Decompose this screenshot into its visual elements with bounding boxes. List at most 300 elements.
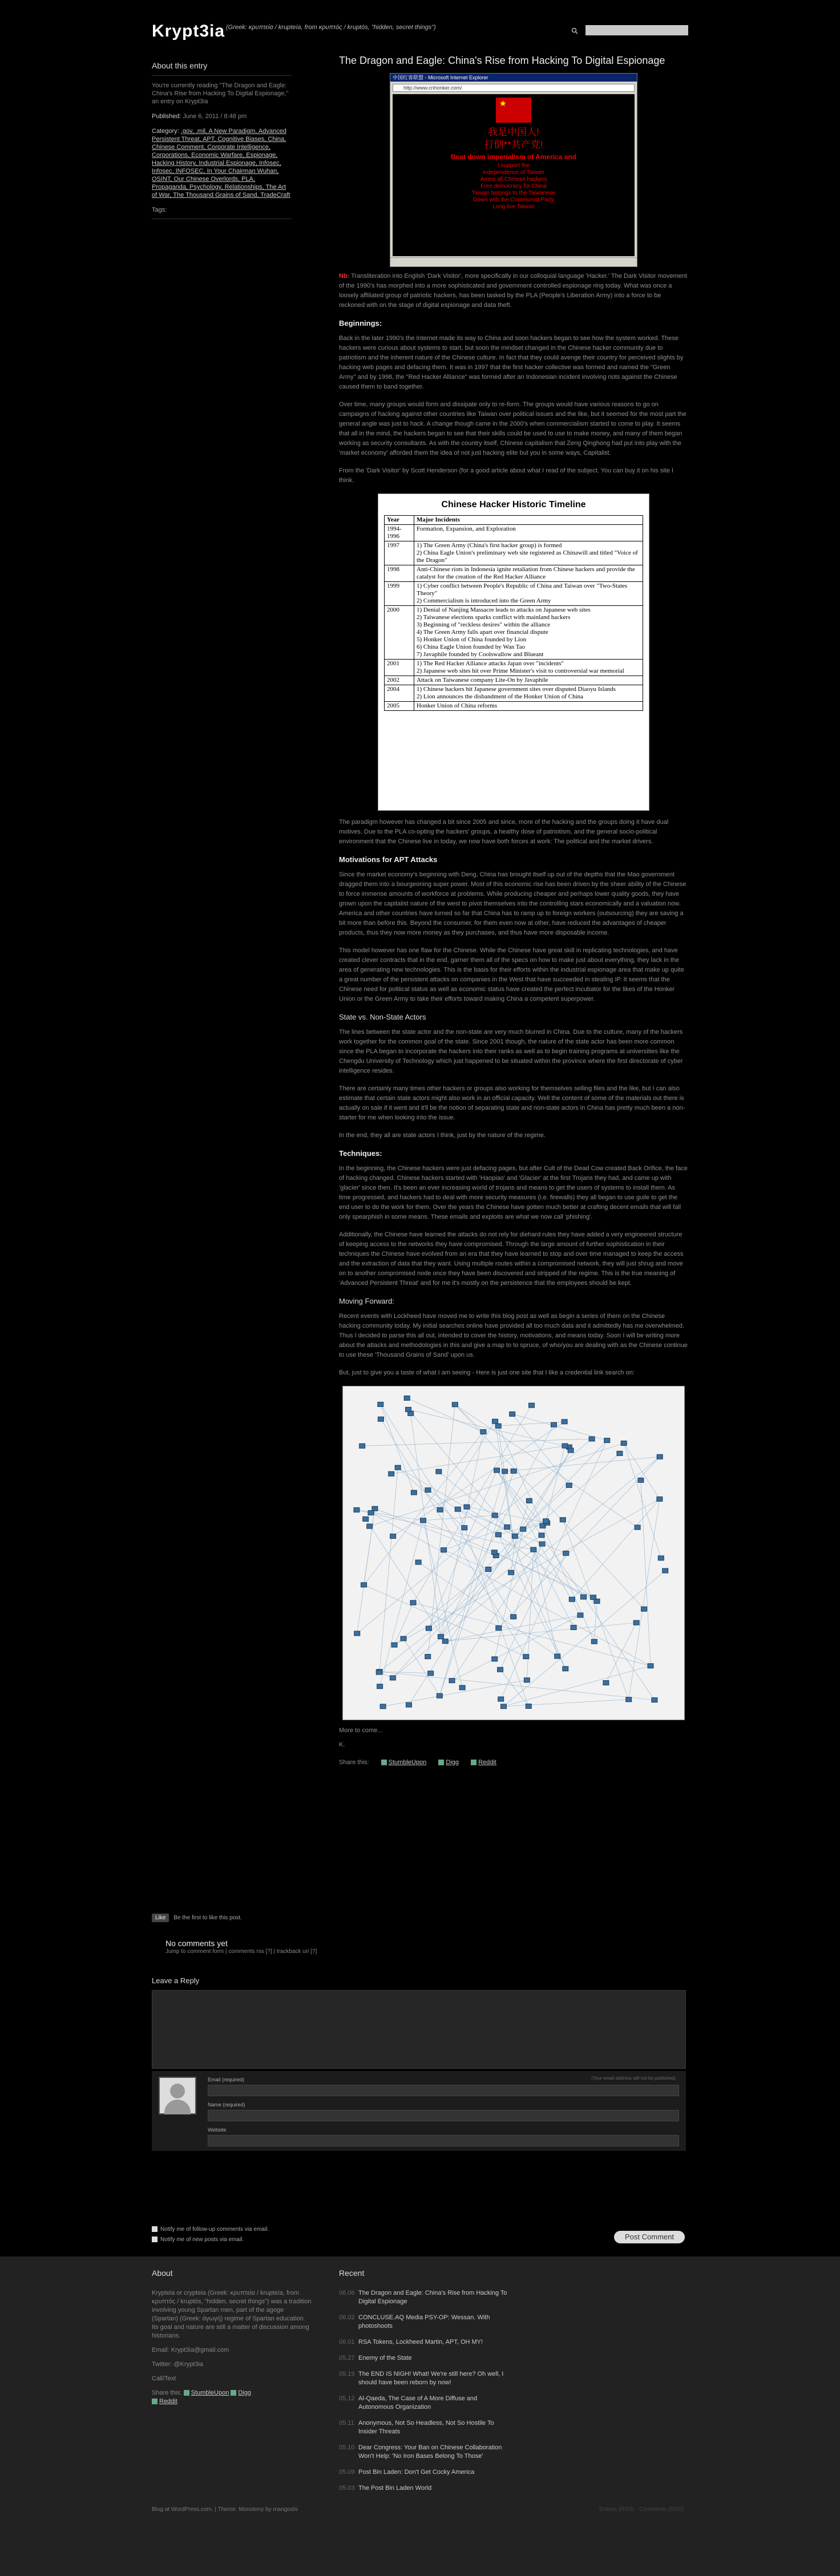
graph-node — [425, 1654, 431, 1659]
category-meta — [152, 127, 292, 199]
defacement-line: independence of Taiwan — [483, 169, 544, 176]
graph-node — [452, 1402, 458, 1407]
graph-node — [492, 1513, 498, 1518]
sidebar-heading: About this entry — [152, 62, 292, 76]
graph-node — [539, 1533, 544, 1538]
footer-about — [152, 2269, 312, 2412]
recent-date: 05.12 — [339, 2395, 355, 2402]
timeline-year: 1998 — [385, 565, 414, 582]
leave-reply-heading: Leave a Reply — [152, 1976, 200, 1985]
graph-node — [395, 1465, 401, 1470]
graph-node — [415, 1560, 421, 1564]
heading-techniques: Techniques: — [339, 1149, 382, 1158]
graph-node — [526, 1498, 532, 1503]
defacement-line: Down with the Communist Party — [472, 197, 555, 203]
network-graph — [343, 1386, 685, 1720]
graph-node — [437, 1693, 442, 1698]
graph-node — [617, 1451, 623, 1455]
graph-edge — [379, 1672, 655, 1700]
heading-motivations: Motivations for APT Attacks — [339, 855, 438, 864]
published-date: June 6, 2011 / 8:48 pm — [183, 113, 247, 120]
graph-node — [363, 1517, 369, 1521]
share-link[interactable]: StumbleUpon — [191, 2389, 229, 2396]
timeline-header: Year — [385, 516, 414, 525]
recent-item[interactable] — [339, 2444, 510, 2461]
graph-edge — [444, 1550, 488, 1570]
graph-edge — [501, 1553, 566, 1699]
category-label: Category: — [152, 128, 179, 135]
graph-node — [480, 1430, 486, 1434]
paragraph: In the end, they all are state actors I think, just by the nature of the regime. — [339, 1132, 546, 1139]
graph-node — [641, 1607, 647, 1611]
no-comments: No comments yet — [165, 1939, 228, 1948]
reddit-icon — [471, 1760, 476, 1765]
paragraph: From the 'Dark Visitor' by Scott Henderson (for a good article about what I read of the subject. You can buy it on his site I think. — [339, 467, 674, 484]
recent-title[interactable]: The Post Bin Laden World — [358, 2485, 432, 2492]
graph-edge — [418, 1562, 558, 1656]
search-input[interactable] — [585, 25, 688, 35]
recent-title[interactable]: Post Bin Laden: Don't Get Cocky America — [358, 2469, 475, 2476]
graph-node — [560, 1518, 566, 1522]
share-bar — [339, 1758, 688, 1768]
timeline-incidents: Honker Union of China reforms — [414, 702, 643, 711]
cn-line-2: 打倒**共产党! — [484, 139, 543, 150]
sidebar — [152, 62, 292, 219]
timeline-year: 1994-1996 — [385, 525, 414, 541]
about-twitter[interactable]: Twitter: @Krypt3ia — [152, 2361, 204, 2368]
paragraph: In the beginning, the Chinese hackers were just defacing pages, but after Cult of the Dead Cow created Back Orifice, the face of hacking changed. Chinese hackers started with 'Haopiao' and 'Glacier' at the first Trojans they had, and came up with 'glacier' since then. It's been an ever increasing world of trojans and means to get the users of systems to install them. As time progressed, and hackers had to deal with more security measures (i.e. firewalls) they all began to use guile to get the end user to do the work for them. Over the years the Chinese have gotten much better at crafting decent emails that will fall only spearphish in some means. These emails and exploits are what we now call 'phishing'. — [339, 1165, 688, 1220]
share-digg[interactable] — [438, 1759, 459, 1766]
share-link[interactable]: Digg — [446, 1759, 459, 1766]
site-tagline: (Greek: κρυπτεία / krupteía, from κρυπτός / kruptós, "hidden, secret things") — [226, 24, 436, 31]
graph-node — [510, 1412, 515, 1416]
about-text: Krypteia or crypteia (Greek: κρυπτεία / krupteía, from κρυπτός / kruptós, "hidden, secret things") was a tradition involving young Spartan men, part of the agoge (Spartan) (Greek: ἀγωγή) regime of Spartan education. Its goal and nature are still a matter of discussion among historians. — [152, 2290, 312, 2339]
footer — [0, 2256, 840, 2576]
graph-edge — [514, 1546, 583, 1597]
graph-node — [354, 1507, 360, 1512]
cn-line-1: 我是中国人! — [488, 127, 539, 138]
recent-title[interactable]: Dear Congress: Your Ban on Chinese Collaboration Won't Help: 'No Iron Bases Belong To Those' — [358, 2444, 502, 2460]
graph-node — [438, 1635, 443, 1639]
share-link[interactable]: Digg — [238, 2389, 251, 2396]
paragraph: The lines between the state actor and the non-state are very much blurred in China. Due to the culture, many of the hackers work together for the common goal of the state. Since 2001 though, the nature of the state actor has been more common since the PLA began to incorporate the hackers into their ranks as well as to begin training programs at universities like the Chengdu University of Technology which just happened to be situated within the province where the first directorate of cyber intelligence resides. — [339, 1029, 683, 1074]
status-bar — [390, 257, 637, 266]
graph-node — [663, 1568, 668, 1573]
checkbox-label: Notify me of new posts via email. — [160, 2237, 244, 2243]
caption-lead: Nb: — [339, 273, 350, 280]
graph-edge — [429, 1470, 496, 1628]
signoff: K. — [339, 1741, 345, 1748]
more-to-come: More to come... — [339, 1727, 383, 1734]
timeline-year: 2004 — [385, 685, 414, 702]
share-label: Share this: — [339, 1759, 369, 1766]
graph-node — [604, 1438, 610, 1443]
notify-comments[interactable] — [152, 2226, 269, 2233]
graph-edge — [383, 1680, 527, 1706]
graph-node — [563, 1667, 568, 1671]
email-field[interactable] — [208, 2085, 679, 2096]
graph-node — [360, 1443, 365, 1448]
graph-edge — [366, 1519, 446, 1641]
timeline-incidents: Formation, Expansion, and Exploration — [414, 525, 643, 541]
stumbleupon-icon — [381, 1760, 387, 1765]
comment-form — [152, 2071, 686, 2151]
timeline-incidents: 1) The Red Hacker Alliance attacks Japan over "incidents" 2) Japanese web sites hit over Prime Minister's visit to controversial war memorial — [414, 660, 643, 676]
recent-title[interactable]: Enemy of the State — [358, 2355, 412, 2361]
graph-node — [520, 1527, 526, 1531]
graph-node — [495, 1424, 501, 1428]
timeline-table — [378, 494, 649, 811]
graph-edge — [641, 1480, 651, 1665]
recent-item[interactable] — [339, 2484, 510, 2493]
share-stumbleupon[interactable] — [381, 1759, 427, 1766]
timeline-year: 2002 — [385, 676, 414, 685]
digg-icon — [438, 1760, 444, 1765]
graph-node — [511, 1615, 516, 1619]
heading-beginnings: Beginnings: — [339, 319, 382, 327]
paragraph: Since the market economy's beginning with Deng, China has brought itself up out of the depths that the Mao government dragged them into a bourgeoning super power. Most of this economic rise has been driven by the sheer ability of the Chinese to force immense amounts of workforce at problems. While producing cheaper and perhaps lower quality goods, they have grown upon the capitalist nature of the west to pivot themselves into the controlling stars economically and a valuation now. America and other countries have turned so far that China has to ramp up to foreign workers (outsourcing) they are saving a bit more than before this. Beyond the consumer, for them even now at other, have reduced the advantages of cheaper products, thus they now more money as they purchases, and thus have more disposable income. — [339, 871, 686, 936]
footer-recent-heading: Recent — [339, 2268, 365, 2278]
graph-node — [569, 1597, 575, 1602]
recent-item[interactable] — [339, 2338, 510, 2347]
recent-date: 05.09 — [339, 2469, 355, 2476]
graph-edge — [624, 1443, 660, 1499]
graph-edge — [379, 1467, 398, 1672]
share-link[interactable]: Reddit — [159, 2398, 177, 2405]
graph-node — [391, 1643, 397, 1647]
graph-node — [498, 1667, 503, 1672]
graph-node — [633, 1620, 639, 1625]
recent-date: 06.02 — [339, 2314, 355, 2321]
graph-node — [621, 1441, 627, 1446]
recent-item[interactable] — [339, 2468, 510, 2477]
graph-node — [486, 1567, 491, 1571]
paragraph: But, just to give you a taste of what I am seeing - Here is just one site that I like a credential link search on: — [339, 1369, 635, 1376]
graph-node — [500, 1704, 506, 1709]
footer-credit[interactable]: Blog at WordPress.com. | Theme: Monotony by mangoshi — [152, 2506, 298, 2513]
graph-node — [442, 1639, 448, 1644]
graph-node — [603, 1680, 609, 1685]
defacement-line: Long live Taiwan — [492, 204, 535, 210]
graph-node — [437, 1507, 443, 1512]
graph-node — [658, 1556, 664, 1560]
name-field[interactable] — [208, 2110, 679, 2121]
graph-edge — [505, 1457, 660, 1471]
graph-node — [376, 1670, 382, 1675]
graph-node — [591, 1639, 597, 1644]
graph-node — [378, 1402, 383, 1406]
tags-label: Tags: — [152, 206, 292, 219]
recent-title[interactable]: The Dragon and Eagle: China's Rise from Hacking To Digital Espionage — [358, 2290, 507, 2305]
graph-node — [511, 1469, 516, 1473]
graph-node — [425, 1488, 431, 1493]
paragraph: There are certainly many times other hackers or groups also working for themselves selling files and the like, but I can also estimate that certain state actors might also work in an official capacity. Well the content of some of the materials out there is actually on sale if it went and it'll be the notion of separating state and non-state actors in China has pretty much been a non-starter for me when looking into the issue. — [339, 1085, 685, 1121]
graph-node — [464, 1505, 470, 1509]
caption-text: Transliteration into English 'Dark Visitor', more specifically in our colloquial language 'Hacker.' The Dark Visitor movement of the 1990's has morphed into a more sophisticated and government controlled espionage ring today. What was once a loosely affiliated group of patriotic hackers, has been tasked by the PLA (People's Liberation Army) into a force to be reckoned with on the stage of digital espionage and data theft. — [339, 273, 687, 309]
category-links[interactable]: .gov, .mil, A New Paradigm, Advanced Persistent Threat, APT, Cognitive Biases, China, Chinese Comment, Corporate Intelligence, Corporations, Economic Warfare, Espionage, Hacking History, Industrial Espionage, Infosec, Infosec, INFOSEC, In Your Chairman Wuhan, OSINT, Our Chinese Overlords, PLA, Propaganda, Psychology, Relationships, The Art of War, The Thousand Grains of Sand, TradeCraft — [152, 128, 290, 199]
graph-edge — [444, 1527, 507, 1550]
recent-item[interactable] — [339, 2354, 510, 2363]
paragraph: The paradigm however has changed a bit since 2005 and since, more of the hacking and the groups doing it have dual motives. Due to the PLA co-opting the hackers' groups, a healthy dose of patriotism, and the general socio-political environment that the Chinese live in today, we now have both forces at work: The political and the market drivers. — [339, 819, 669, 845]
graph-node — [411, 1490, 417, 1495]
heading-state: State vs. Non-State Actors — [339, 1013, 426, 1021]
timeline-year: 2005 — [385, 702, 414, 711]
graph-edge — [594, 1601, 597, 1641]
defacement-headline: Beat down imperialism of America and — [450, 153, 577, 161]
graph-node — [539, 1542, 545, 1546]
graph-node — [405, 1407, 411, 1412]
graph-node — [638, 1478, 644, 1482]
graph-node — [635, 1525, 640, 1530]
recent-item[interactable] — [339, 2370, 510, 2387]
timeline-incidents: 1) The Green Army (China's first hacker group) is formed 2) China Eagle Union's preliminary web site registered as Chinawill and titled "Voice of the Dragon" — [414, 541, 643, 565]
graph-edge — [503, 1700, 628, 1706]
reddit-icon — [152, 2399, 158, 2404]
graph-edge — [452, 1615, 580, 1681]
timeline-year: 1999 — [385, 582, 414, 606]
recent-item[interactable] — [339, 2289, 510, 2306]
site-title[interactable]: Krypt3ia — [152, 22, 225, 41]
timeline-header: Major Incidents — [414, 516, 643, 525]
recent-title[interactable]: RSA Tokens, Lockheed Martin, APT, OH MY! — [358, 2339, 483, 2346]
timeline-incidents: Anti-Chinese riots in Indonesia ignite retaliation from Chinese hackers and provide the catalyst for the creation of the Red Hacker Alliance — [414, 565, 643, 582]
recent-date: 05.27 — [339, 2355, 355, 2361]
window-title: 中国红客联盟 - Microsoft Internet Explorer — [390, 74, 637, 82]
graph-node — [495, 1532, 501, 1537]
graph-edge — [534, 1550, 558, 1656]
graph-edge — [398, 1467, 465, 1528]
post — [339, 54, 688, 1768]
timeline-incidents: 1) Cyber conflict between People's Republic of China and Taiwan over "Two-States Theory" 2) Commercialism is introduced into the Green Army — [414, 582, 643, 606]
graph-node — [571, 1625, 576, 1630]
graph-node — [426, 1626, 431, 1631]
timeline-incidents: Attack on Taiwanese company Lite-On by Javaphile — [414, 676, 643, 685]
graph-node — [566, 1483, 572, 1487]
graph-edge — [455, 1405, 483, 1432]
graph-node — [502, 1469, 508, 1474]
share-reddit[interactable] — [471, 1759, 496, 1766]
defacement-line: Free democracy for China — [480, 183, 547, 189]
recent-date: 06.06 — [339, 2290, 355, 2296]
graph-node — [648, 1664, 653, 1668]
graph-node — [504, 1524, 510, 1529]
graph-node — [361, 1583, 367, 1587]
graph-node — [496, 1625, 502, 1630]
digg-icon — [231, 2390, 236, 2396]
timeline-incidents: 1) Chinese hackers hit Japanese government sites over disputed Diaoyu Islands 2) Lion announces the disbandment of the Honker Union of China — [414, 685, 643, 702]
graph-edge — [380, 1520, 423, 1687]
about-email[interactable]: Email: Krypt3ia@gmail.com — [152, 2347, 229, 2353]
graph-edge — [514, 1546, 566, 1669]
footer-recent — [339, 2269, 510, 2500]
share-link[interactable]: Reddit — [478, 1759, 496, 1766]
about-card[interactable]: Call/Text — [152, 2375, 176, 2382]
entry-intro: You're currently reading "The Dragon and Eagle: China's Rise from Hacking To Digital Espionage," an entry on Krypt3ia — [152, 82, 289, 105]
graph-node — [652, 1698, 657, 1702]
graph-edge — [511, 1546, 514, 1572]
graph-node — [492, 1419, 498, 1424]
search-icon[interactable] — [571, 27, 578, 34]
graph-edge — [394, 1499, 660, 1645]
graph-node — [523, 1655, 529, 1659]
timeline-year: 2001 — [385, 660, 414, 676]
graph-node — [508, 1570, 514, 1575]
checkbox[interactable] — [152, 2226, 158, 2232]
network-graph-image — [342, 1386, 685, 1720]
comment-links[interactable]: Jump to comment form | comments rss [?] | trackback uri [?] — [165, 1948, 317, 1955]
email-label: Email (required) — [208, 2077, 245, 2082]
paragraph: Additionally, the Chinese have learned the attacks do not rely for diehard rules they have added a very engineered structure of keeping access to the networks they have compromised. Through the large amount of further sophistication in their techniques the Chinese have evolved from an era that they have learned to stop and over time managed to keep the access and the extraction of data that they want. Using multiple routes within a compromised network, they will just shrug and move on to another compromised node once they have been discovered and stripped of the regime. This is the true meaning of 'Advanced Persistent Threat' and for me it's mostly on the persistence that the employees should be kept. — [339, 1231, 684, 1287]
graph-node — [531, 1547, 536, 1552]
graph-node — [491, 1550, 497, 1555]
defacement-line: I support the — [498, 163, 530, 169]
recent-item[interactable] — [339, 2395, 510, 2412]
flag-image: ★ — [496, 98, 531, 123]
paragraph: Over time, many groups would form and dissipate only to re-form. The groups would have various reasons to go on campaigns of hacking against other countries like Taiwan over political issues and the like, but it seemed for the most part the general angle was just to hack. A change though came in the 2000's when commercialism started to come to play. It seems that all in the mind, the hackers began to see that their skills could be used to use to make money, and many of them began working as security consultants. As with the country itself, Chinese capitalism that Zeng Qinghong had put into play with the 'market economy' afforded them the idea of not just hacking elite but you in some ways, Capitalist. — [339, 401, 686, 456]
graph-node — [389, 1471, 394, 1476]
like-button[interactable]: Like — [152, 1914, 169, 1922]
stumbleupon-icon — [184, 2390, 189, 2396]
recent-date: 06.01 — [339, 2339, 355, 2346]
recent-date: 05.10 — [339, 2444, 355, 2451]
graph-node — [494, 1468, 500, 1473]
graph-edge — [514, 1450, 571, 1546]
graph-node — [459, 1685, 465, 1690]
graph-node — [543, 1519, 549, 1523]
graph-node — [563, 1551, 569, 1555]
heading-moving-forward: Moving Forward: — [339, 1297, 394, 1305]
graph-node — [380, 1704, 386, 1709]
graph-node — [404, 1396, 410, 1400]
recent-title[interactable]: Al-Qaeda, The Case of A More Diffuse and Autonomous Organization — [358, 2395, 478, 2411]
graph-node — [441, 1548, 447, 1552]
recent-date: 05.11 — [339, 2420, 354, 2427]
graph-edge — [428, 1490, 514, 1546]
recent-posts — [339, 2289, 510, 2493]
graph-edge — [497, 1470, 655, 1700]
graph-node — [589, 1437, 595, 1441]
graph-node — [657, 1454, 663, 1459]
share-link[interactable]: StumbleUpon — [388, 1759, 427, 1766]
graph-node — [436, 1469, 442, 1474]
graph-node — [377, 1684, 383, 1689]
graph-node — [378, 1417, 383, 1421]
post-title[interactable]: The Dragon and Eagle: China's Rise from Hacking To Digital Espionage — [339, 55, 665, 66]
graph-node — [524, 1678, 530, 1683]
graph-node — [428, 1671, 434, 1676]
browser-screenshot — [390, 73, 637, 267]
graph-edge — [407, 1398, 483, 1431]
graph-node — [492, 1657, 498, 1661]
caption — [339, 272, 688, 310]
graph-node — [562, 1420, 567, 1424]
graph-edge — [371, 1513, 651, 1665]
footer-about-heading: About — [152, 2268, 173, 2278]
graph-node — [401, 1636, 406, 1641]
graph-edge — [500, 1441, 607, 1670]
graph-node — [420, 1518, 426, 1523]
post-comment-button[interactable]: Post Comment — [614, 2231, 685, 2243]
graph-node — [578, 1613, 583, 1617]
graph-node — [626, 1697, 632, 1702]
graph-node — [367, 1524, 373, 1528]
graph-node — [455, 1507, 461, 1511]
email-hint: (Your email address will not be published) — [591, 2076, 676, 2081]
website-field[interactable] — [208, 2135, 679, 2146]
timeline-title: Chinese Hacker Historic Timeline — [441, 500, 586, 509]
graph-edge — [413, 1603, 651, 1666]
comment-textarea[interactable] — [152, 1990, 686, 2069]
defacement-line: Arrest all Chinese hackers — [480, 176, 547, 183]
recent-date: 05.19 — [339, 2371, 355, 2377]
avatar — [159, 2077, 196, 2114]
checkbox[interactable] — [152, 2237, 158, 2242]
like-text: Be the first to like this post. — [173, 1915, 242, 1921]
graph-edge — [439, 1471, 504, 1696]
recent-title[interactable]: The END IS NIGH! What! We're still here? Oh well, I should have been reborn by now! — [358, 2371, 504, 2386]
footer-share-label: Share this: — [152, 2389, 182, 2396]
graph-edge — [499, 1457, 660, 1628]
graph-edge — [381, 1404, 414, 1493]
address-bar: http://www.cnhonker.com/ — [393, 84, 635, 92]
graph-node — [498, 1697, 504, 1701]
name-label: Name (required) — [208, 2102, 245, 2108]
graph-node — [526, 1704, 531, 1709]
graph-edge — [364, 1585, 526, 1657]
paragraph: This model however has one flaw for the Chinese. While the Chinese have great skill in replicating technologies, and have created clever contracts that in the end, garner them all of the specs on how to make just about everything, they lack in the area of generating new technologies. This is the basis for their efforts within the industrial espionage area that make up quite a great number of the persistent attacks on companies in the West that have succeeded in stealing IP. It seems that the Chinese need for political status as well as economic status have created the perfect incubator for the likes of the Honker Union or the Green Army to take their efforts toward making China a competent superpower. — [339, 947, 684, 1002]
recent-title[interactable]: Anonymous, Not So Headless, Not So Hostile To Insider Threats — [358, 2420, 494, 2435]
graph-node — [568, 1448, 574, 1453]
recent-title[interactable]: CONCLUSE.AQ Media PSY-OP: Wessan. With photoshoots — [358, 2314, 490, 2330]
timeline-incidents: 1) Denial of Nanjing Massacre leads to attacks on Japanese web sites 2) Taiwanese elections sparks conflict with mainland hackers 3) Beginning of "reckless desires" within the alliance 4) The Green Army falls apart over financial dispute 5) Honker Union of China founded by Lion 6) China Eagle Union founded by Wan Tao 7) Javaphile founded by Coolswallow and Blueant — [414, 606, 643, 660]
timeline-year: 2000 — [385, 606, 414, 660]
graph-edge — [606, 1623, 636, 1683]
recent-item[interactable] — [339, 2314, 510, 2331]
graph-edge — [391, 1446, 565, 1474]
like-bar — [152, 1914, 242, 1922]
graph-edge — [403, 1639, 439, 1696]
graph-node — [591, 1595, 596, 1600]
published-meta — [152, 112, 292, 120]
graph-node — [449, 1679, 455, 1683]
graph-node — [551, 1422, 556, 1427]
recent-item[interactable] — [339, 2419, 510, 2436]
paragraph: Back in the later 1990's the Internet made its way to China and soon hackers began to see how the system worked. These hackers were curious about systems to start, but soon the mindset changed in the Chinese hacker community due to patriotism and the inherent nature of the Chinese culture. In fact that they could avenge their country for perceived slights by hacking web pages and defacing them. It was in 1997 that the first hacker collective was formed and named the "Green Army" and by 1998, the "Red Hacker Alliance" was formed after an Indonesian incident involving riots against the Chinese caused them to band together. — [339, 335, 684, 390]
graph-node — [368, 1510, 374, 1515]
graph-node — [580, 1595, 586, 1599]
graph-edge — [534, 1550, 574, 1627]
recent-date: 05.03 — [339, 2485, 355, 2492]
checkbox-label: Notify me of follow-up comments via email. — [160, 2226, 269, 2233]
footer-feeds[interactable]: Entries (RSS) · Comments (RSS) — [599, 2506, 684, 2513]
footer-share — [152, 2389, 312, 2406]
defacement-line: Taiwan belongs to the Taiwanese — [471, 190, 556, 196]
graph-node — [657, 1497, 663, 1501]
notify-posts[interactable] — [152, 2237, 244, 2243]
graph-node — [512, 1534, 518, 1538]
graph-edge — [393, 1422, 565, 1536]
website-label: Website — [208, 2127, 227, 2133]
published-label: Published: — [152, 113, 181, 120]
graph-node — [562, 1443, 568, 1448]
graph-edge — [357, 1510, 514, 1546]
graph-node — [462, 1526, 467, 1530]
graph-edge — [423, 1515, 495, 1520]
graph-node — [390, 1676, 395, 1680]
paragraph: Recent events with Lockheed have moved me to write this blog post as well as begin a series of them on the Chinese hacking community today. My initial searches online have provided all too much data and it admittedly has me overwhelmed. Thus I decided to parse this all out, intended to cover the history, motivations, and means today. Soon I will be writing more about the attacks and methodologies in this and give a map to to spruce, of who/you are dealing with as the Chinese continue to use these 'Thousand Grains of Sand' upon us. — [339, 1313, 688, 1358]
graph-node — [354, 1631, 360, 1636]
site-header — [152, 16, 688, 43]
